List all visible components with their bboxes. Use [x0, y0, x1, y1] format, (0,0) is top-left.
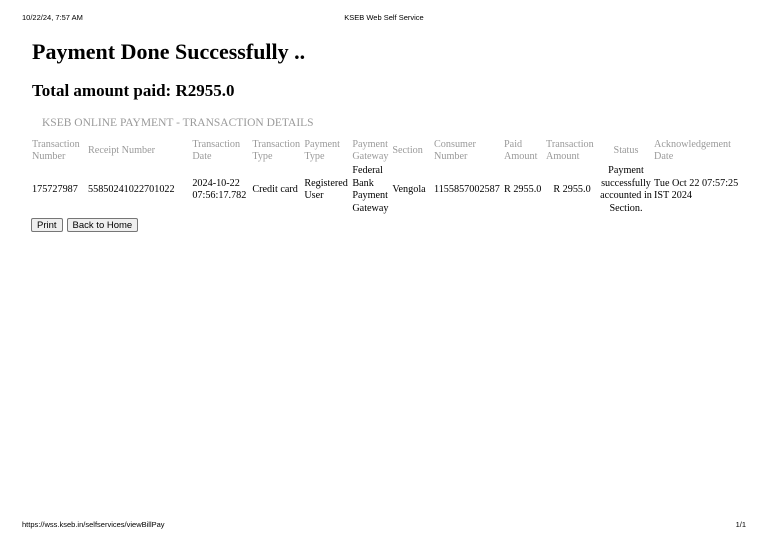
col-receipt-number: Receipt Number	[88, 145, 156, 156]
cell-transaction-date: 2024-10-22 07:56:17.782	[192, 177, 247, 201]
cell-status: Payment successfully accounted in Section.	[600, 165, 652, 214]
print-footer-page: 1/1	[735, 520, 746, 529]
cell-consumer-number: 1155857002587	[434, 183, 500, 195]
table-caption: KSEB ONLINE PAYMENT - TRANSACTION DETAILS	[42, 117, 314, 129]
col-transaction-type: Transaction Type	[252, 139, 301, 162]
action-buttons	[31, 218, 138, 232]
col-transaction-amount: Transaction Amount	[546, 139, 594, 162]
cell-payment-gateway: Federal Bank Payment Gateway	[352, 165, 389, 214]
col-consumer-number: Consumer Number	[434, 139, 476, 162]
cell-transaction-amount: R 2955.0	[553, 183, 591, 195]
cell-transaction-type: Credit card	[252, 183, 298, 195]
col-payment-gateway: Payment Gateway	[352, 139, 389, 162]
col-transaction-number: Transaction Number	[32, 139, 80, 162]
cell-acknowledgement-date: Tue Oct 22 07:57:25 IST 2024	[654, 177, 739, 201]
col-status: Status	[613, 145, 639, 156]
cell-payment-type: Registered User	[304, 177, 348, 201]
print-header-title: KSEB Web Self Service	[344, 13, 424, 22]
col-acknowledgement-date: Acknowledgement Date	[654, 139, 731, 162]
cell-section: Vengola	[392, 183, 426, 195]
col-section: Section	[392, 145, 423, 156]
back-to-home-button[interactable]: Back to Home	[67, 218, 139, 232]
table-header-row	[31, 139, 741, 163]
cell-receipt-number: 55850241022701022	[88, 183, 175, 195]
transaction-details-table	[31, 139, 741, 215]
page-title: Payment Done Successfully ..	[32, 39, 306, 64]
total-amount-paid: Total amount paid: R2955.0	[32, 81, 235, 100]
cell-paid-amount: R 2955.0	[504, 183, 542, 195]
table-row	[31, 163, 741, 215]
col-payment-type: Payment Type	[304, 139, 340, 162]
cell-transaction-number: 175727987	[32, 183, 78, 195]
print-footer-url: https://wss.kseb.in/selfservices/viewBillPay	[22, 520, 165, 529]
print-button[interactable]: Print	[31, 218, 63, 232]
col-transaction-date: Transaction Date	[192, 139, 241, 162]
col-paid-amount: Paid Amount	[504, 139, 538, 162]
print-header-datetime: 10/22/24, 7:57 AM	[22, 13, 83, 22]
